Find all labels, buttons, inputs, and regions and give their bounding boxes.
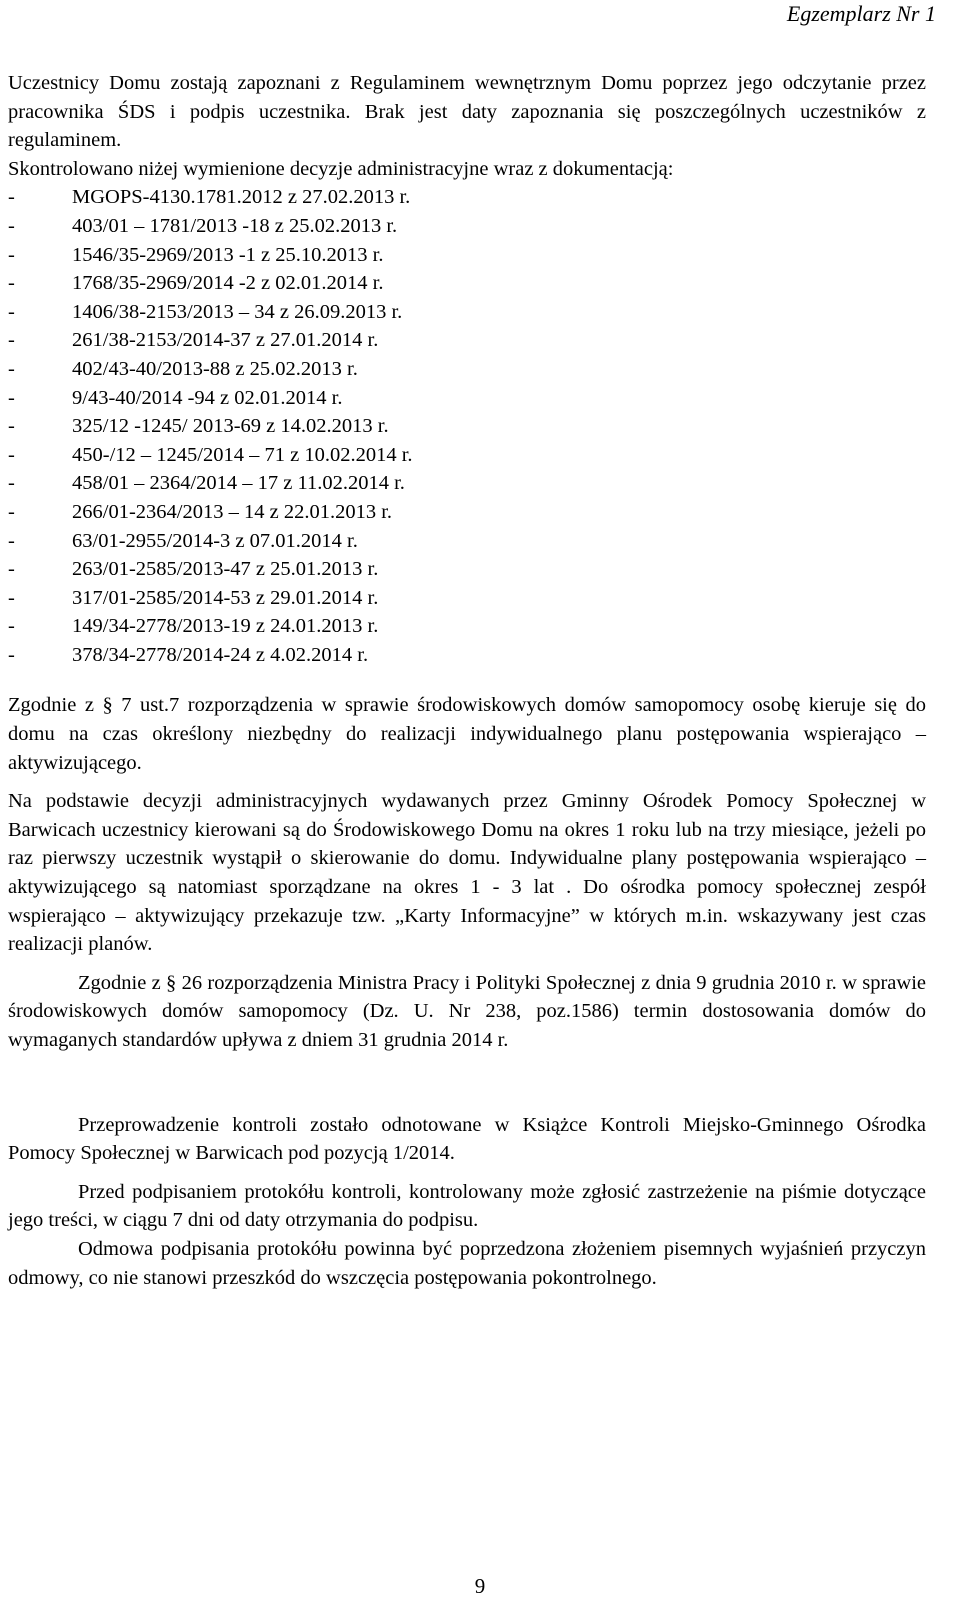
decision-list-item <box>8 555 926 584</box>
decision-reference: 1768/35-2969/2014 -2 z 02.01.2014 r. <box>72 272 384 295</box>
decision-list-item <box>8 641 926 670</box>
decision-reference: 378/34-2778/2014-24 z 4.02.2014 r. <box>72 643 369 666</box>
list-dash: - <box>8 329 15 352</box>
decision-list-item <box>8 584 926 613</box>
decision-list-item <box>8 612 926 641</box>
decision-list-item <box>8 469 926 498</box>
decision-reference: 263/01-2585/2013-47 z 25.01.2013 r. <box>72 558 379 581</box>
list-dash: - <box>8 500 15 523</box>
decision-list-item <box>8 498 926 527</box>
page-number: 9 <box>474 1574 486 1598</box>
decision-list-item <box>8 183 926 212</box>
decision-list-item <box>8 384 926 413</box>
decision-list-item <box>8 441 926 470</box>
decision-reference: 402/43-40/2013-88 z 25.02.2013 r. <box>72 357 358 380</box>
decision-reference: 149/34-2778/2013-19 z 24.01.2013 r. <box>72 615 379 638</box>
list-dash: - <box>8 586 15 609</box>
decision-list <box>8 183 926 669</box>
list-dash: - <box>8 214 15 237</box>
decision-list-item <box>8 298 926 327</box>
decision-reference: 325/12 -1245/ 2013-69 z 14.02.2013 r. <box>72 415 389 438</box>
list-dash: - <box>8 386 15 409</box>
list-dash: - <box>8 272 15 295</box>
decision-reference: 458/01 – 2364/2014 – 17 z 11.02.2014 r. <box>72 472 405 495</box>
list-dash: - <box>8 300 15 323</box>
decision-reference: 9/43-40/2014 -94 z 02.01.2014 r. <box>72 386 343 409</box>
paragraph-decisions-basis: Na podstawie decyzji administracyjnych wydawanych przez Gminny Ośrodek Pomocy Społecznej w Barwicach uczestnicy kierowani są do Środowiskowego Domu na okres 1 roku lub na trzy miesiące, jeżeli po raz pierwszy uczestnik wystąpił o skierowanie do domu. Indywidualne plany postępowania wspierająco – aktywizującego są natomiast sporządzane na okres 1 - 3 lat . Do ośrodka pomocy społecznej zespół wspierająco – aktywizujący przekazuje tzw. „Karty Informacyjne” w których m.in. wskazywany jest czas realizacji planów. <box>8 790 926 956</box>
paragraph-refusal: Odmowa podpisania protokółu powinna być poprzedzona złożeniem pisemnych wyjaśnień przyczyn odmowy, co nie stanowi przeszkód do wszczęcia postępowania pokontrolnego. <box>8 1237 926 1289</box>
decision-reference: 266/01-2364/2013 – 14 z 22.01.2013 r. <box>72 500 393 523</box>
paragraph-control-book: Przeprowadzenie kontroli zostało odnotowane w Książce Kontroli Miejsko-Gminnego Ośrodka Pomocy Społecznej w Barwicach pod pozycją 1/2014. <box>8 1113 926 1165</box>
paragraph-decisions-intro: Skontrolowano niżej wymienione decyzje administracyjne wraz z dokumentacją: <box>8 157 674 180</box>
list-dash: - <box>8 415 15 438</box>
list-dash: - <box>8 558 15 581</box>
decision-list-item <box>8 355 926 384</box>
decision-list-item <box>8 412 926 441</box>
decision-reference: 403/01 – 1781/2013 -18 z 25.02.2013 r. <box>72 214 398 237</box>
decision-reference: 450-/12 – 1245/2014 – 71 z 10.02.2014 r. <box>72 443 413 466</box>
list-dash: - <box>8 472 15 495</box>
decision-reference: 1546/35-2969/2013 -1 z 25.10.2013 r. <box>72 243 384 266</box>
list-dash: - <box>8 243 15 266</box>
list-dash: - <box>8 615 15 638</box>
decision-reference: 261/38-2153/2014-37 z 27.01.2014 r. <box>72 329 379 352</box>
paragraph-regulamin: Uczestnicy Domu zostają zapoznani z Regulaminem wewnętrznym Domu poprzez jego odczytanie przez pracownika ŚDS i podpis uczestnika. Brak jest daty zapoznania się poszczególnych uczestników z regulaminem. <box>8 72 926 152</box>
decision-list-item <box>8 269 926 298</box>
document-body <box>8 69 926 1292</box>
copy-number-label: Egzemplarz Nr 1 <box>786 1 936 26</box>
decision-list-item <box>8 241 926 270</box>
decision-list-item <box>8 326 926 355</box>
paragraph-para-26: Zgodnie z § 26 rozporządzenia Ministra Pracy i Polityki Społecznej z dnia 9 grudnia 2010 r. w sprawie środowiskowych domów samopomocy (Dz. U. Nr 238, poz.1586) termin dostosowania domów do wymaganych standardów upływa z dniem 31 grudnia 2014 r. <box>8 971 926 1051</box>
decision-list-item <box>8 212 926 241</box>
decision-reference: 63/01-2955/2014-3 z 07.01.2014 r. <box>72 529 358 552</box>
list-dash: - <box>8 186 15 209</box>
paragraph-objection: Przed podpisaniem protokółu kontroli, kontrolowany może zgłosić zastrzeżenie na piśmie dotyczące jego treści, w ciągu 7 dni od daty otrzymania do podpisu. <box>8 1180 926 1232</box>
list-dash: - <box>8 443 15 466</box>
decision-list-item <box>8 527 926 556</box>
list-dash: - <box>8 529 15 552</box>
list-dash: - <box>8 643 15 666</box>
paragraph-para-7: Zgodnie z § 7 ust.7 rozporządzenia w sprawie środowiskowych domów samopomocy osobę kieruje się do domu na czas określony niezbędny do realizacji indywidualnego planu postępowania wspierająco – aktywizującego. <box>8 694 926 774</box>
list-dash: - <box>8 357 15 380</box>
decision-reference: 317/01-2585/2014-53 z 29.01.2014 r. <box>72 586 379 609</box>
decision-reference: MGOPS-4130.1781.2012 z 27.02.2013 r. <box>72 186 411 209</box>
decision-reference: 1406/38-2153/2013 – 34 z 26.09.2013 r. <box>72 300 403 323</box>
